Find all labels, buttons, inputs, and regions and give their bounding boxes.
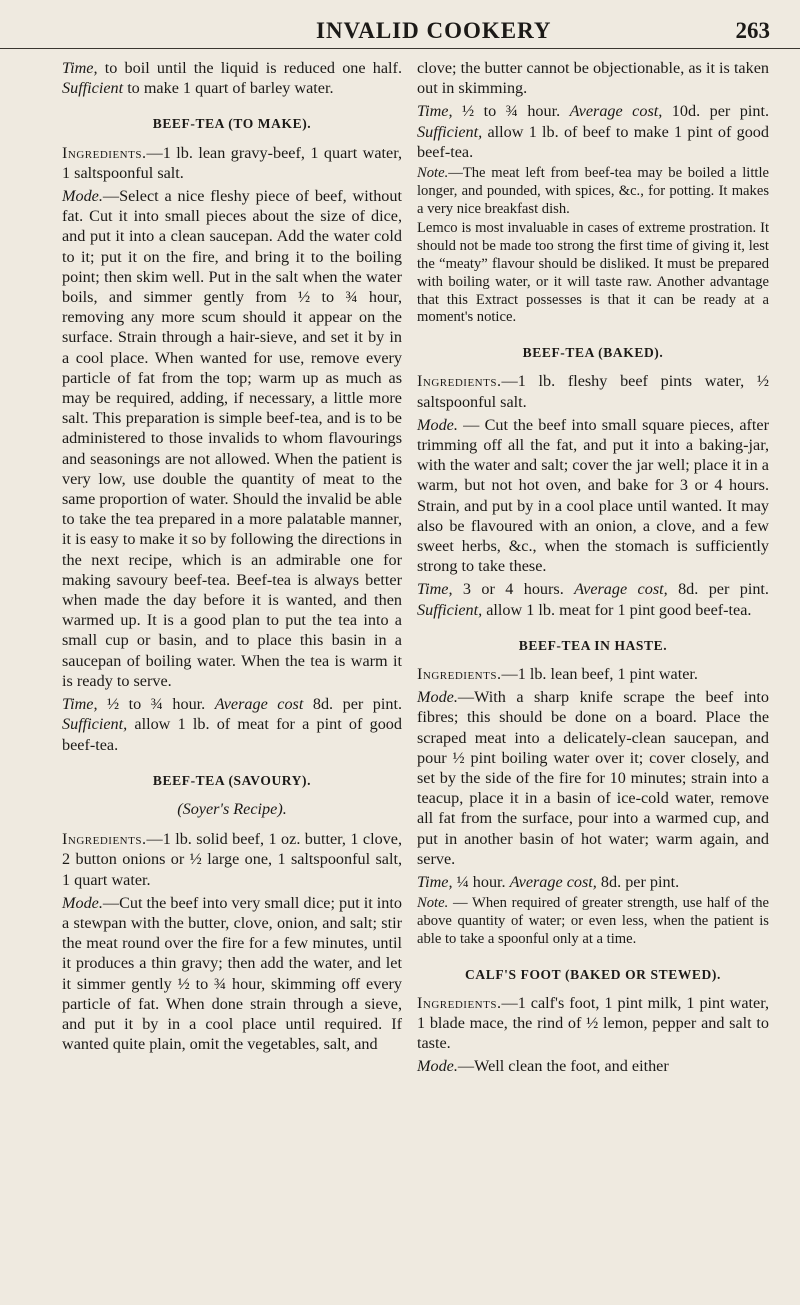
- left-column: [62, 58, 402, 1057]
- right-column: [417, 58, 769, 1080]
- recipe-heading-beef-tea-savoury: BEEF-TEA (SAVOURY).: [152, 772, 312, 788]
- recipe-heading-beef-tea-baked: BEEF-TEA (BAKED).: [522, 345, 664, 361]
- recipe-heading-calfs-foot: CALF'S FOOT (BAKED OR STEWED).: [465, 966, 721, 982]
- recipe-subheading-soyer: (Soyer's Recipe).: [177, 799, 287, 818]
- recipe-heading-beef-tea-make: BEEF-TEA (TO MAKE).: [152, 116, 312, 132]
- running-title: INVALID COOKERY: [316, 18, 552, 43]
- time-cost-beef-tea-baked: Time, 3 or 4 hours. Average cost, 8d. per pint. Sufficient, allow 1 lb. meat for 1 pint good beef-tea.: [417, 580, 769, 619]
- mode-calfs-foot: Mode.—Well clean the foot, and either: [417, 1057, 669, 1076]
- mode-beef-tea-haste: Mode.—With a sharp knife scrape the beef into fibres; this should be done on a board. Place the scraped meat into a delicately-clean saucepan, and pour ½ pint boiling water over it; cover closely, and set by the side of the fire for 10 minutes; strain into a teacup, place it in a basin of ice-cold water, remove all fat from the surface, pour into a warmed cup, and put in another basin of hot water; warm again, and serve.: [417, 688, 769, 868]
- ingredients-beef-tea-savoury: Ingredients.—1 lb. solid beef, 1 oz. butter, 1 clove, 2 button onions or ½ large one, 1 saltspoonful salt, 1 quart water.: [62, 830, 402, 889]
- note-lemco: Lemco is most invaluable in cases of extreme prostration. It should not be made too strong the first time of giving it, lest the “meaty” flavour should be disliked. It must be prepared with boiling water, or it will taste raw. Another advantage that this Extract possesses is that it can be ready at a moment's notice.: [417, 220, 769, 326]
- recipe-heading-beef-tea-haste: BEEF-TEA IN HASTE.: [518, 637, 668, 653]
- mode-beef-tea-make: Mode.—Select a nice fleshy piece of beef, without fat. Cut it into small pieces about the size of dice, and put it into a clean saucepan. Add the water cold to it; put it on the fire, and bring it to the boiling point; then skim well. Put in the salt when the water boils, and simmer gently from ½ to ¾ hour, removing any more scum should it appear on the surface. Strain through a hair-sieve, and set it by in a cool place. When wanted for use, remove every particle of fat from the top; warm up as much as may be required, adding, if necessary, a little more salt. This preparation is simple beef-tea, and is to be administered to those invalids to whom flavourings and seasonings are not allowed. When the patient is very low, use double the quantity of meat to the same proportion of water. Should the invalid be able to take the tea prepared in a more palatable manner, it is easy to make it so by following the directions in the next recipe, which is an admirable one for making savoury beef-tea. Beef-tea is always better when made the day before it is wanted, and then warmed up. It is a good plan to put the tea into a small cup or basin, and to place this basin in a saucepan of boiling water. When the tea is warm it is ready to serve.: [62, 187, 402, 690]
- mode-beef-tea-savoury: Mode.—Cut the beef into very small dice; put it into a stewpan with the butter, clove, onion, and salt; stir the meat round over the fire for a few minutes, until it produces a thin gravy; then add the water, and let it simmer gently ½ to ¾ hour, skimming off every particle of fat. When done strain through a sieve, and put it by in a cool place until required. If wanted quite plain, omit the vegetables, salt, and: [62, 893, 402, 1054]
- savoury-continuation: clove; the butter cannot be objectionable, as it is taken out in skimming.: [417, 59, 769, 98]
- barley-water-ending: Time, to boil until the liquid is reduced one half. Sufficient to make 1 quart of barley water.: [62, 59, 402, 98]
- note-potting: Note.—The meat left from beef-tea may be boiled a little longer, and pounded, with spices, &c., for potting. It makes a very nice breakfast dish.: [417, 165, 769, 217]
- ingredients-beef-tea-make: Ingredients.—1 lb. lean gravy-beef, 1 quart water, 1 saltspoonful salt.: [62, 143, 402, 182]
- time-cost-beef-tea-make: Time, ½ to ¾ hour. Average cost 8d. per pint. Sufficient, allow 1 lb. of meat for a pint of good beef-tea.: [62, 695, 402, 754]
- page-header: [0, 14, 800, 49]
- time-cost-beef-tea-haste: Time, ¼ hour. Average cost, 8d. per pint.: [417, 873, 680, 892]
- ingredients-beef-tea-baked: Ingredients.—1 lb. fleshy beef pints water, ½ saltspoonful salt.: [417, 372, 769, 411]
- ingredients-calfs-foot: Ingredients.—1 calf's foot, 1 pint milk, 1 pint water, 1 blade mace, the rind of ½ lemon, pepper and salt to taste.: [417, 993, 769, 1053]
- page-number: 263: [735, 18, 770, 43]
- note-greater-strength: Note. — When required of greater strength, use half of the above quantity of water; or even less, when the patient is able to take a spoonful only at a time.: [417, 895, 769, 947]
- time-cost-beef-tea-savoury: Time, ½ to ¾ hour. Average cost, 10d. per pint. Sufficient, allow 1 lb. of beef to make 1 pint of good beef-tea.: [417, 102, 769, 161]
- ingredients-beef-tea-haste: Ingredients.—1 lb. lean beef, 1 pint water.: [417, 665, 698, 684]
- mode-beef-tea-baked: Mode. — Cut the beef into small square pieces, after trimming off all the fat, and put it into a baking-jar, with the water and salt; cover the jar well; place it in a warm, but not hot oven, and bake for 3 or 4 hours. Strain, and put by in a cool place until wanted. It may also be flavoured with an onion, a clove, and a few sweet herbs, &c., when the stomach is sufficiently strong to take these.: [417, 415, 769, 576]
